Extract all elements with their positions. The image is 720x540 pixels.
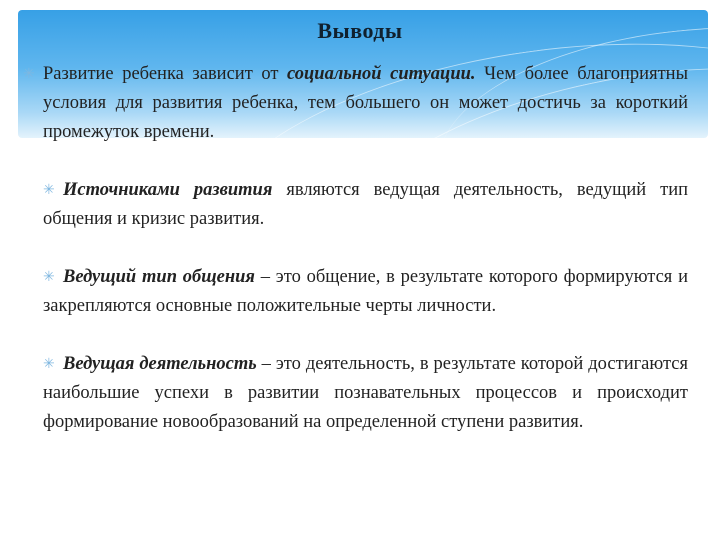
paragraph-text: – это деятельность, в результате которой достигаются наибольшие успехи в развитии познавательных процессов и происходит формирование новообразований на определенной ступени развития. — [43, 354, 688, 432]
paragraph-emphasis: социальной ситуации. — [287, 64, 476, 84]
paragraph-activity — [43, 350, 688, 437]
asterisk-icon: ✳ — [23, 67, 35, 82]
paragraph-communication — [43, 263, 688, 321]
paragraph-text: Чем более благоприятны условия для развития ребенка, тем большего он может достичь за короткий промежуток времени. — [43, 64, 689, 142]
slide-content — [23, 60, 689, 437]
asterisk-icon: ✳ — [43, 270, 55, 285]
asterisk-icon: ✳ — [43, 357, 55, 372]
paragraph-emphasis: Источниками развития — [63, 180, 273, 200]
paragraph-emphasis: Ведущий тип общения — [63, 267, 255, 287]
paragraph-lead: Развитие ребенка зависит от — [43, 64, 287, 84]
slide-title: Выводы — [317, 18, 403, 43]
paragraph-sources — [43, 176, 688, 234]
paragraph-text: являются ведущая деятельность, ведущий тип общения и кризис развития. — [43, 180, 688, 229]
paragraph-text: – это общение, в результате которого формируются и закрепляются основные положительные черты личности. — [43, 267, 688, 316]
paragraph-emphasis: Ведущая деятельность — [63, 354, 257, 374]
paragraph-social-situation — [23, 60, 689, 147]
asterisk-icon: ✳ — [43, 183, 55, 198]
